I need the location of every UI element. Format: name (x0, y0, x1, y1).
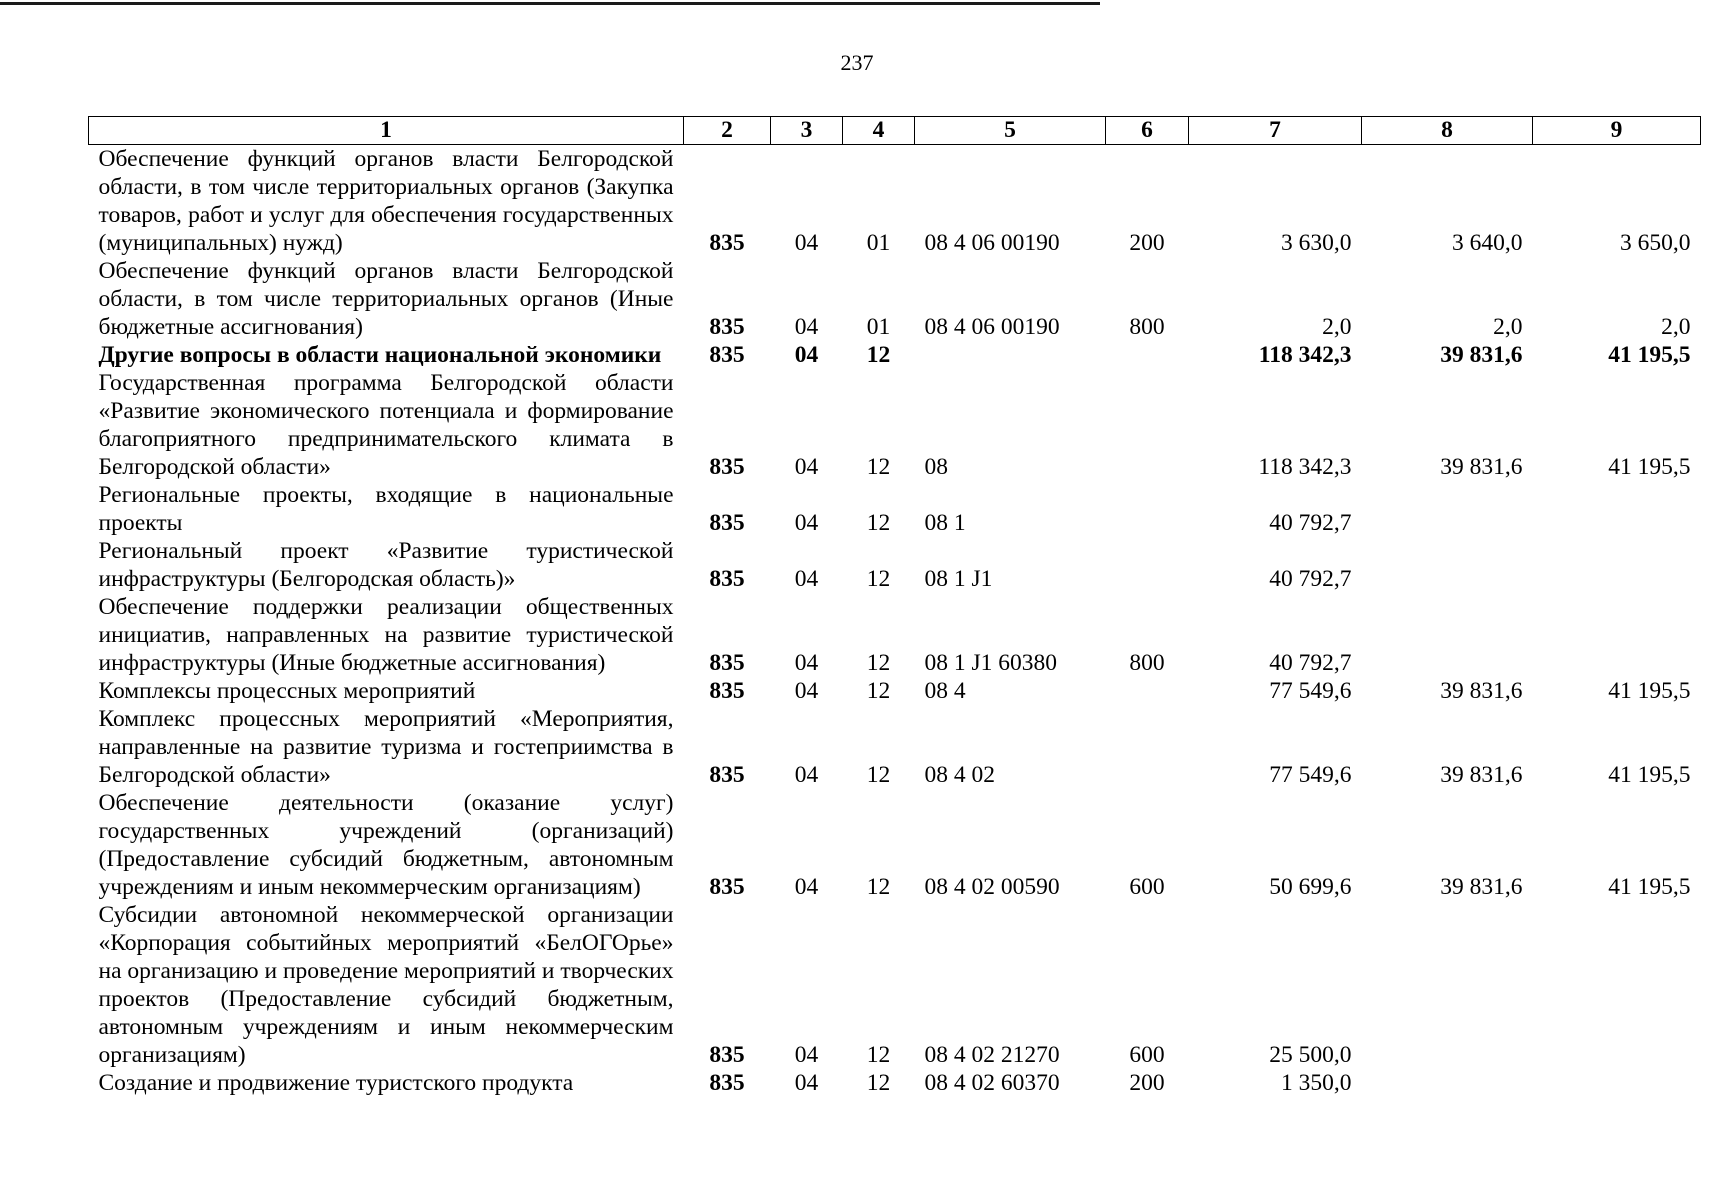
amount-year-1: 40 792,7 (1269, 650, 1352, 676)
table-row (89, 481, 1701, 537)
amount-year-2: 39 831,6 (1440, 678, 1523, 704)
target-article-code: 08 4 02 60370 (924, 1070, 1060, 1096)
subsection-code: 12 (866, 678, 891, 704)
amount-year-2: 39 831,6 (1440, 454, 1523, 480)
amount-year-1: 3 630,0 (1281, 230, 1352, 256)
amount-year-1: 40 792,7 (1269, 566, 1352, 592)
amount-year-2: 39 831,6 (1440, 342, 1523, 368)
column-header-1: 1 (89, 117, 684, 145)
top-rule (0, 2, 1100, 5)
amount-year-1: 77 549,6 (1269, 678, 1352, 704)
target-article-code: 08 1 (924, 510, 966, 536)
section-code: 04 (794, 1042, 819, 1068)
table-row (89, 789, 1701, 901)
amount-year-3 (1533, 1069, 1701, 1097)
amount-year-2: 2,0 (1493, 314, 1523, 340)
amount-year-2 (1362, 537, 1533, 593)
row-description: Создание и продвижение туристского продукта (98, 1070, 574, 1096)
amount-year-3: 41 195,5 (1608, 342, 1691, 368)
subsection-code: 01 (866, 314, 891, 340)
subsection-code: 12 (866, 1042, 891, 1068)
chapter-code: 835 (709, 342, 745, 368)
chapter-code: 835 (709, 874, 745, 900)
table-row (89, 705, 1701, 789)
row-description: Обеспечение деятельности (оказание услуг) государственных учреждений (организаций) (Предоставление субсидий бюджетным, автономным учреждениям и иным некоммерческим организациям) (98, 790, 674, 900)
amount-year-3: 2,0 (1661, 314, 1691, 340)
amount-year-1: 118 342,3 (1258, 454, 1352, 480)
row-description: Другие вопросы в области национальной экономики (98, 342, 662, 368)
table-row (89, 1069, 1701, 1097)
table-row (89, 341, 1701, 369)
expense-type-code (1106, 481, 1189, 537)
page-number: 237 (840, 50, 874, 75)
section-code: 04 (794, 454, 819, 480)
chapter-code: 835 (709, 230, 745, 256)
section-code: 04 (794, 650, 819, 676)
row-description: Субсидии автономной некоммерческой организации «Корпорация событийных мероприятий «БелОГОрье» на организацию и проведение мероприятий и творческих проектов (Предоставление субсидий бюджетным, автономным учреждениям и иным некоммерческим организациям) (98, 902, 674, 1068)
chapter-code: 835 (709, 1070, 745, 1096)
column-header-3: 3 (771, 117, 843, 145)
expense-type-code: 200 (1129, 1070, 1165, 1096)
row-description: Региональные проекты, входящие в национальные проекты (98, 482, 674, 536)
column-header-5: 5 (915, 117, 1106, 145)
section-code: 04 (794, 1070, 819, 1096)
table-row (89, 901, 1701, 1069)
column-header-2: 2 (684, 117, 771, 145)
table-row (89, 257, 1701, 341)
column-header-6: 6 (1106, 117, 1189, 145)
table-row (89, 593, 1701, 677)
target-article-code: 08 4 (924, 678, 966, 704)
subsection-code: 12 (866, 342, 891, 368)
chapter-code: 835 (709, 678, 745, 704)
section-code: 04 (794, 314, 819, 340)
table-row (89, 537, 1701, 593)
subsection-code: 12 (866, 454, 891, 480)
target-article-code: 08 4 02 21270 (924, 1042, 1060, 1068)
row-description: Государственная программа Белгородской области «Развитие экономического потенциала и формирование благоприятного предпринимательского климата в Белгородской области» (98, 370, 674, 480)
chapter-code: 835 (709, 762, 745, 788)
amount-year-3: 41 195,5 (1608, 678, 1691, 704)
amount-year-3: 3 650,0 (1620, 230, 1691, 256)
expense-type-code (1106, 369, 1189, 481)
amount-year-1: 2,0 (1322, 314, 1352, 340)
amount-year-3: 41 195,5 (1608, 762, 1691, 788)
expense-type-code: 800 (1129, 314, 1165, 340)
amount-year-3 (1533, 537, 1701, 593)
section-code: 04 (794, 874, 819, 900)
table-row (89, 677, 1701, 705)
chapter-code: 835 (709, 1042, 745, 1068)
chapter-code: 835 (709, 510, 745, 536)
subsection-code: 12 (866, 510, 891, 536)
table-body (89, 145, 1701, 1098)
budget-table (88, 116, 1701, 1097)
header-row (89, 117, 1701, 145)
amount-year-3 (1533, 481, 1701, 537)
chapter-code: 835 (709, 566, 745, 592)
amount-year-3: 41 195,5 (1608, 454, 1691, 480)
target-article-code: 08 1 J1 60380 (924, 650, 1058, 676)
row-description: Обеспечение функций органов власти Белгородской области, в том числе территориальных органов (Закупка товаров, работ и услуг для обеспечения государственных (муниципальных) нужд) (98, 146, 674, 256)
amount-year-2 (1362, 481, 1533, 537)
amount-year-1: 40 792,7 (1269, 510, 1352, 536)
amount-year-2 (1362, 593, 1533, 677)
amount-year-2 (1362, 1069, 1533, 1097)
column-header-9: 9 (1533, 117, 1701, 145)
column-header-8: 8 (1362, 117, 1533, 145)
target-article-code: 08 4 02 00590 (924, 874, 1060, 900)
table-row (89, 145, 1701, 258)
subsection-code: 01 (866, 230, 891, 256)
target-article-code (915, 341, 1106, 369)
subsection-code: 12 (866, 762, 891, 788)
subsection-code: 12 (866, 650, 891, 676)
column-header-4: 4 (843, 117, 915, 145)
target-article-code: 08 4 02 (924, 762, 995, 788)
chapter-code: 835 (709, 314, 745, 340)
expense-type-code: 600 (1129, 874, 1165, 900)
row-description: Региональный проект «Развитие туристической инфраструктуры (Белгородская область)» (98, 538, 674, 592)
row-description: Комплексы процессных мероприятий (98, 678, 476, 704)
amount-year-1: 1 350,0 (1281, 1070, 1352, 1096)
section-code: 04 (794, 762, 819, 788)
target-article-code: 08 4 06 00190 (924, 314, 1060, 340)
amount-year-2: 3 640,0 (1452, 230, 1523, 256)
chapter-code: 835 (709, 454, 745, 480)
column-header-7: 7 (1189, 117, 1362, 145)
expense-type-code (1106, 341, 1189, 369)
amount-year-1: 25 500,0 (1269, 1042, 1352, 1068)
expense-type-code (1106, 705, 1189, 789)
expense-type-code: 200 (1129, 230, 1165, 256)
amount-year-1: 77 549,6 (1269, 762, 1352, 788)
target-article-code: 08 (924, 454, 948, 480)
table-row (89, 369, 1701, 481)
expense-type-code (1106, 537, 1189, 593)
subsection-code: 12 (866, 1070, 891, 1096)
amount-year-2: 39 831,6 (1440, 874, 1523, 900)
chapter-code: 835 (709, 650, 745, 676)
subsection-code: 12 (866, 566, 891, 592)
amount-year-1: 50 699,6 (1269, 874, 1352, 900)
expense-type-code (1106, 677, 1189, 705)
section-code: 04 (794, 566, 819, 592)
section-code: 04 (794, 230, 819, 256)
section-code: 04 (794, 342, 819, 368)
target-article-code: 08 4 06 00190 (924, 230, 1060, 256)
amount-year-1: 118 342,3 (1258, 342, 1352, 368)
subsection-code: 12 (866, 874, 891, 900)
row-description: Комплекс процессных мероприятий «Мероприятия, направленные на развитие туризма и гостеприимства в Белгородской области» (98, 706, 674, 788)
section-code: 04 (794, 678, 819, 704)
amount-year-3 (1533, 593, 1701, 677)
amount-year-2 (1362, 901, 1533, 1069)
section-code: 04 (794, 510, 819, 536)
target-article-code: 08 1 J1 (924, 566, 993, 592)
row-description: Обеспечение функций органов власти Белгородской области, в том числе территориальных органов (Иные бюджетные ассигнования) (98, 258, 674, 340)
row-description: Обеспечение поддержки реализации общественных инициатив, направленных на развитие туристической инфраструктуры (Иные бюджетные ассигнования) (98, 594, 674, 676)
amount-year-3: 41 195,5 (1608, 874, 1691, 900)
amount-year-2: 39 831,6 (1440, 762, 1523, 788)
amount-year-3 (1533, 901, 1701, 1069)
expense-type-code: 600 (1129, 1042, 1165, 1068)
expense-type-code: 800 (1129, 650, 1165, 676)
